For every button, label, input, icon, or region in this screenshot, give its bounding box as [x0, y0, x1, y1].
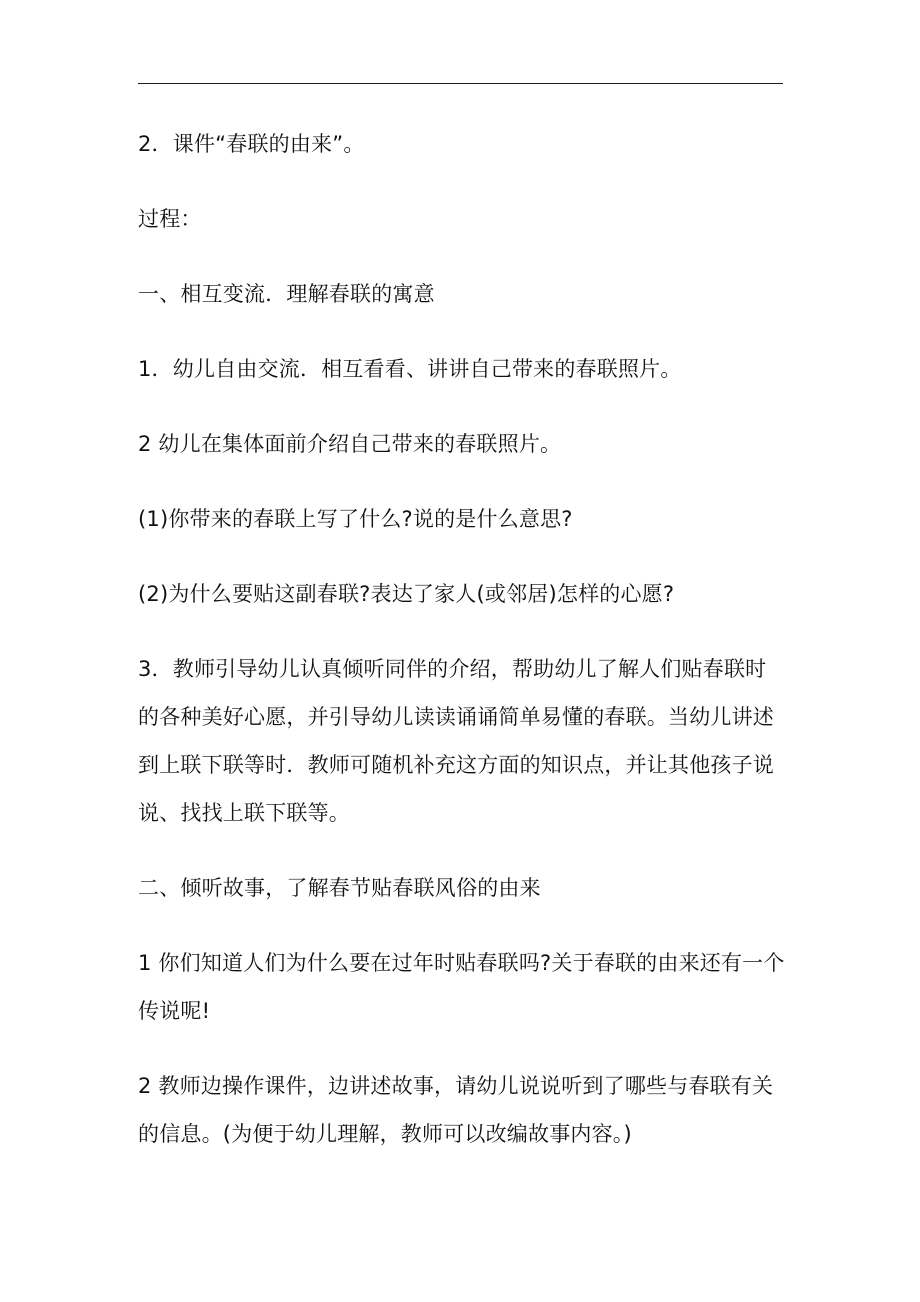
section-heading-story: 二、倾听故事，了解春节贴春联风俗的由来	[138, 876, 541, 900]
paragraph-story-step-1: 1 你们知道人们为什么要在过年时贴春联吗?关于春联的由来还有一个传说呢!	[138, 951, 785, 1023]
paragraph-process-heading: 过程：	[138, 207, 202, 231]
paragraph-courseware-item: 2．课件“春联的由来”。	[138, 132, 365, 156]
paragraph-question-1: (1)你带来的春联上写了什么?说的是什么意思?	[138, 507, 573, 531]
paragraph-story-step-2: 2 教师边操作课件，边讲述故事，请幼儿说说听到了哪些与春联有关的信息。(为便于幼儿理解，教师可以改编故事内容。)	[138, 1074, 774, 1146]
paragraph-question-2: (2)为什么要贴这副春联?表达了家人(或邻居)怎样的心愿?	[138, 582, 675, 606]
paragraph-step-2: 2 幼儿在集体面前介绍自己带来的春联照片。	[138, 432, 562, 456]
document-body	[138, 120, 786, 1185]
section-heading-exchange: 一、相互变流．理解春联的寓意	[138, 282, 435, 306]
paragraph-step-1: 1．幼儿自由交流．相互看看、讲讲自己带来的春联照片。	[138, 357, 682, 381]
header-rule	[138, 83, 783, 84]
paragraph-step-3: 3．教师引导幼儿认真倾听同伴的介绍，帮助幼儿了解人们贴春联时的各种美好心愿，并引导幼儿读读诵诵简单易懂的春联。当幼儿讲述到上联下联等时．教师可随机补充这方面的知识点，并让其他孩子说说、找找上联下联等。	[138, 657, 774, 825]
